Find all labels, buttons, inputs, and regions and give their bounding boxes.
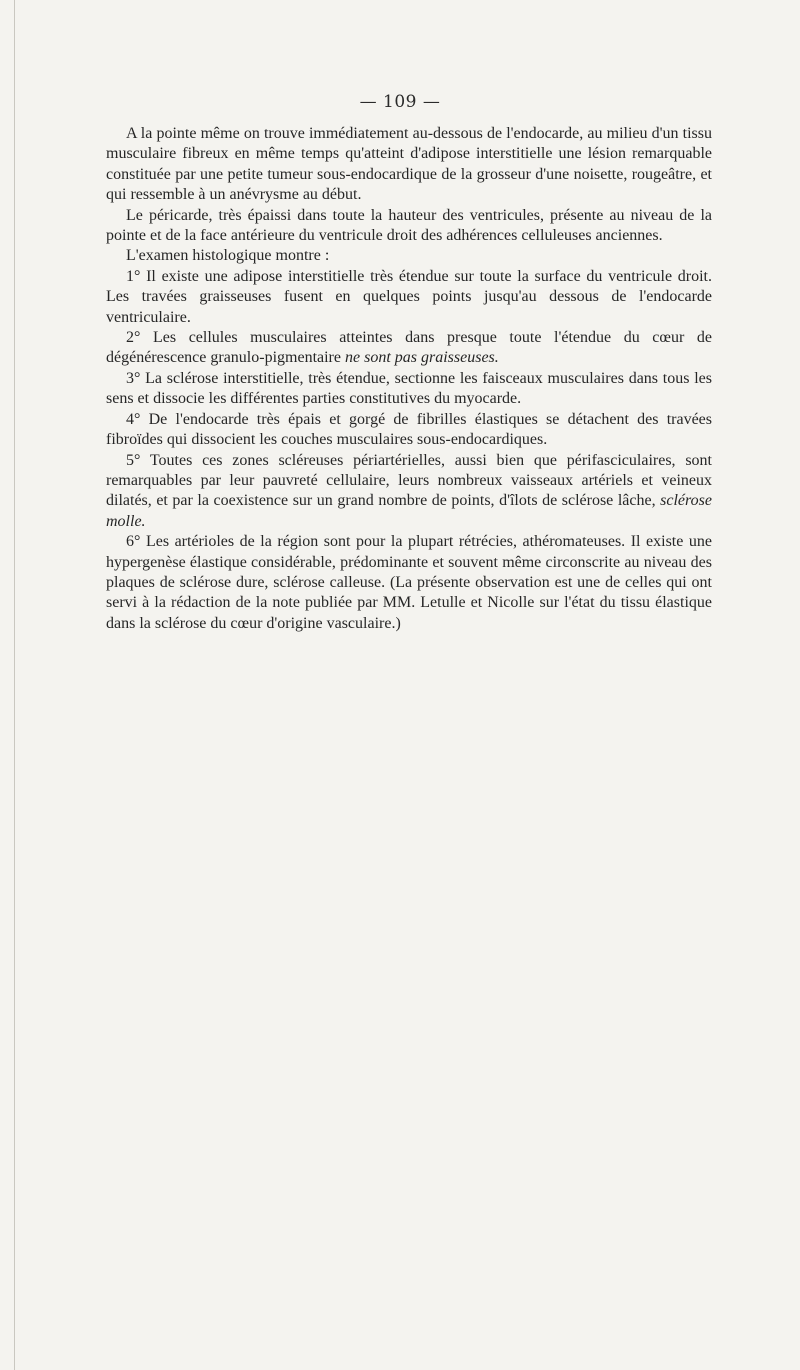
paragraph [106,267,712,328]
paragraph-text: 3° La sclérose interstitielle, très étendue, sectionne les faisceaux musculaires dans tous les sens et dissocie les différentes parties constitutives du myocarde. [106,369,712,408]
page-number: — 109 — [359,92,441,112]
paragraph [106,246,712,266]
paragraph-text: L'examen histologique montre : [126,247,330,265]
paragraph-text: 5° Toutes ces zones scléreuses périartérielles, aussi bien que périfasciculaires, sont remarquables par leur pauvreté cellulaire, leurs nombreux vaisseaux artériels et veineux dilatés, et par la coexistence sur un grand nombre de points, d'îlots de sclérose lâche, [106,451,712,510]
paragraph [106,369,712,410]
paragraph-text: A la pointe même on trouve immédiatement au-dessous de l'endocarde, au milieu d'un tissu musculaire fibreux en même temps qu'atteint d'adipose interstitielle une lésion remarquable constituée par une petite tumeur sous-endocardique de la grosseur d'une noisette, rougeâtre, et qui ressemble à un anévrysme au début. [106,125,712,204]
paragraph-text: 1° Il existe une adipose interstitielle très étendue sur toute la surface du ventricule droit. Les travées graisseuses fusent en quelques points jusqu'au dessous de l'endocarde ventriculaire. [106,267,712,326]
paragraph [106,124,712,206]
paragraph [106,328,712,369]
paragraph-text: Le péricarde, très épaissi dans toute la hauteur des ventricules, présente au niveau de la pointe et de la face antérieure du ventricule droit des adhérences celluleuses anciennes. [106,206,712,245]
paragraph [106,410,712,451]
paragraph-text: 6° Les artérioles de la région sont pour la plupart rétrécies, athéromateuses. Il existe une hypergenèse élastique considérable, prédominante et souvent même circonscrite au niveau des plaques de sclérose dure, sclérose calleuse. (La présente observation est une de celles qui ont servi à la rédaction de la note publiée par MM. Letulle et Nicolle sur l'état du tissu élastique dans la sclérose du cœur d'origine vasculaire.) [106,533,712,632]
italic-text: ne sont pas graisseuses. [344,349,499,367]
paragraph [106,451,712,533]
paragraph-text: 4° De l'endocarde très épais et gorgé de fibrilles élastiques se détachent des travées fibroïdes qui dissocient les couches musculaires sous-endocardiques. [106,410,712,449]
paragraph [106,206,712,247]
paragraph [106,532,712,634]
body-text [106,124,712,634]
paragraph-text: 2° Les cellules musculaires atteintes dans presque toute l'étendue du cœur de dégénérescence granulo-pigmentaire [106,329,712,367]
italic-text: sclérose molle. [106,492,712,530]
page-edge [14,0,15,1370]
